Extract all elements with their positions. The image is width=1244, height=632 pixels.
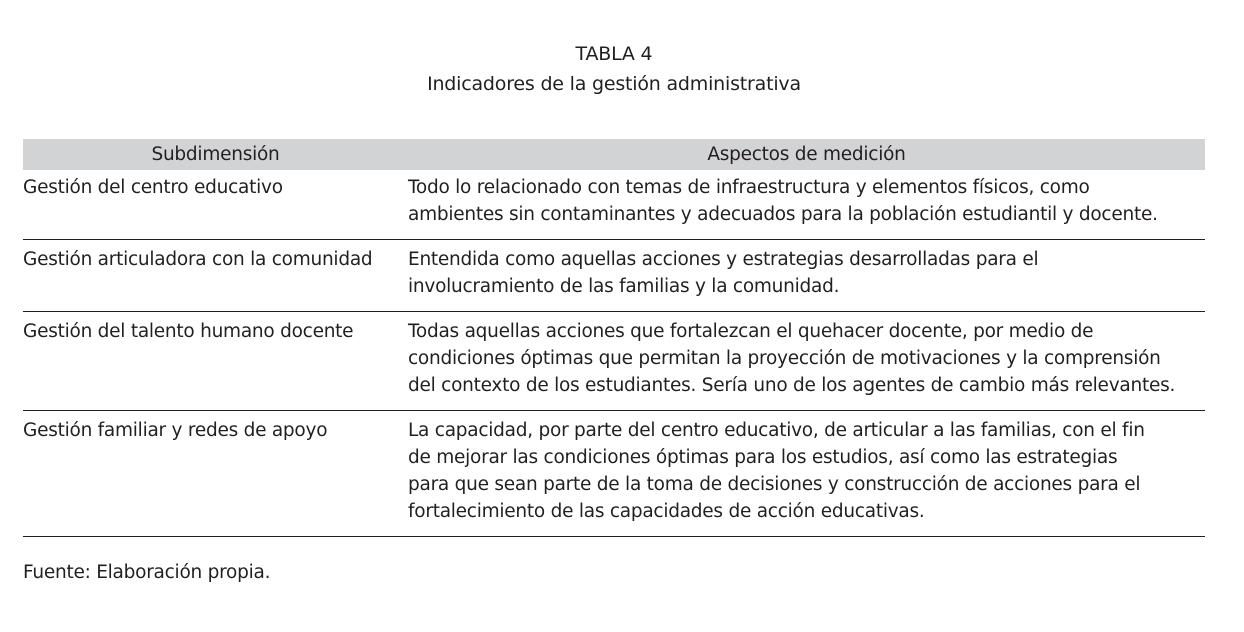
aspect-line: Todo lo relacionado con temas de infraestructura y elementos físicos, como: [408, 177, 1090, 198]
aspect-line: de mejorar las condiciones óptimas para los estudios, así como las estrategias: [408, 447, 1118, 468]
source-note: Fuente: Elaboración propia.: [23, 562, 271, 583]
aspect-line: del contexto de los estudiantes. Sería uno de los agentes de cambio más relevantes.: [408, 375, 1176, 396]
table-row: [23, 240, 1205, 312]
aspect-line: Todas aquellas acciones que fortalezcan el quehacer docente, por medio de: [408, 321, 1094, 342]
indicators-table: [23, 139, 1205, 537]
row-aspects: [408, 312, 1205, 411]
aspect-line: involucramiento de las familias y la comunidad.: [408, 276, 840, 297]
table-row: [23, 312, 1205, 411]
aspect-line: condiciones óptimas que permitan la proyección de motivaciones y la comprensión: [408, 348, 1161, 369]
aspect-line: Entendida como aquellas acciones y estrategias desarrolladas para el: [408, 249, 1039, 270]
table-header-row: [23, 139, 1205, 170]
header-aspects: Aspectos de medición: [408, 139, 1205, 170]
row-subdimension: Gestión articuladora con la comunidad: [23, 240, 408, 312]
table-row: [23, 411, 1205, 537]
row-subdimension: Gestión familiar y redes de apoyo: [23, 411, 408, 537]
table-title: Indicadores de la gestión administrativa: [427, 73, 801, 95]
aspect-line: La capacidad, por parte del centro educativo, de articular a las familias, con el fin: [408, 420, 1145, 441]
row-aspects: [408, 411, 1205, 537]
table-label: TABLA 4: [575, 43, 653, 65]
header-subdimension: Subdimensión: [23, 139, 408, 170]
aspect-line: para que sean parte de la toma de decisiones y construcción de acciones para el: [408, 474, 1141, 495]
aspect-line: ambientes sin contaminantes y adecuados para la población estudiantil y docente.: [408, 204, 1158, 225]
row-subdimension: Gestión del talento humano docente: [23, 312, 408, 411]
table-row: [23, 170, 1205, 240]
row-aspects: [408, 170, 1205, 240]
row-aspects: [408, 240, 1205, 312]
row-subdimension: Gestión del centro educativo: [23, 170, 408, 240]
aspect-line: fortalecimiento de las capacidades de acción educativas.: [408, 501, 925, 522]
